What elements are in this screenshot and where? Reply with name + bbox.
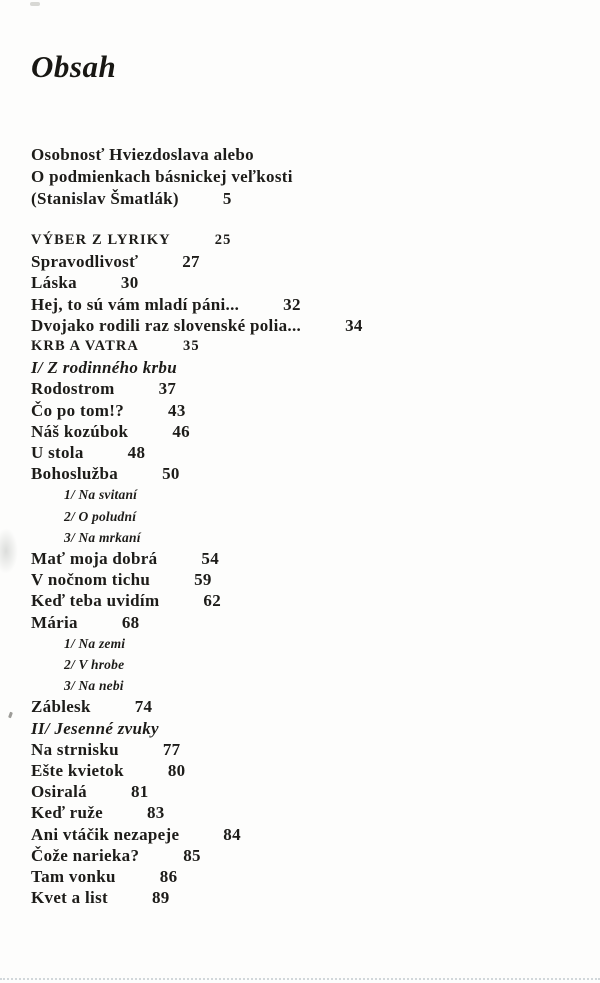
toc-entry-page: 25 <box>214 232 232 248</box>
toc-entry <box>31 548 590 569</box>
toc-entry-title: 2/ V hrobe <box>64 657 125 673</box>
toc-entry <box>31 230 590 251</box>
toc-entry-title: II/ Jesenné zvuky <box>31 718 159 738</box>
toc-entry-page: 81 <box>130 782 149 802</box>
toc-entry <box>31 442 590 463</box>
toc-entry <box>31 696 590 717</box>
toc-entry-title: O podmienkach básnickej veľkosti <box>31 167 293 186</box>
toc-entry <box>31 463 590 484</box>
toc-entry-page: 46 <box>172 421 190 441</box>
toc-entry <box>31 675 590 696</box>
toc-entry-title: Tam vonku <box>31 867 116 887</box>
toc-entry <box>31 188 590 210</box>
toc-entry-page: 84 <box>223 824 241 844</box>
toc-entry-title: 3/ Na mrkaní <box>64 529 141 545</box>
toc-entry-title: Dvojako rodili raz slovenské polia... <box>31 315 302 335</box>
toc-entry <box>31 739 590 760</box>
toc-entry <box>31 400 590 421</box>
toc-entry-title: Mať moja dobrá <box>31 549 158 569</box>
toc-entry-title: V nočnom tichu <box>31 570 151 590</box>
toc-entry-title: 1/ Na svitaní <box>64 487 138 503</box>
toc-entry-page: 74 <box>134 697 153 717</box>
page-title: Obsah <box>31 49 117 84</box>
scan-smudge <box>0 528 18 574</box>
toc-entry <box>31 654 590 675</box>
toc-entry-title: U stola <box>31 443 84 463</box>
toc-entry <box>31 590 590 611</box>
toc-entry <box>31 378 590 399</box>
toc-entry-page: 30 <box>120 273 139 293</box>
toc-entry-page: 83 <box>146 803 165 823</box>
toc-entry-title: Osobnosť Hviezdoslava alebo <box>31 145 254 164</box>
toc-entry-title: Náš kozúbok <box>31 421 129 441</box>
toc-entry <box>31 781 590 802</box>
toc-entry <box>31 272 590 293</box>
toc-entry-title: Rodostrom <box>31 379 115 399</box>
toc-entry-page: 32 <box>283 294 301 314</box>
toc-entry-title: Ani vtáčik nezapeje <box>31 824 180 844</box>
toc-entry-page: 34 <box>345 315 363 335</box>
toc-entry-page: 85 <box>183 845 201 865</box>
toc-entry-page: 54 <box>201 549 219 569</box>
toc-entry <box>31 866 590 887</box>
toc-entry-title: Keď ruže <box>31 803 103 823</box>
toc-entry-page: 5 <box>222 189 232 208</box>
toc-entry <box>31 357 590 378</box>
toc-list <box>31 144 590 909</box>
toc-entry <box>31 718 590 739</box>
toc-entry <box>31 527 590 548</box>
toc-entry-title: 3/ Na nebi <box>64 678 124 694</box>
toc-entry <box>31 760 590 781</box>
scan-speck-left <box>8 712 13 719</box>
toc-entry <box>31 336 590 357</box>
toc-entry-title: I/ Z rodinného krbu <box>31 358 177 378</box>
toc-entry-page: 27 <box>182 252 200 272</box>
page-content <box>31 50 590 909</box>
toc-entry <box>31 633 590 654</box>
toc-entry <box>31 421 590 442</box>
toc-entry <box>31 887 590 908</box>
toc-entry-title: Na strnisku <box>31 739 119 759</box>
toc-entry-page: 35 <box>183 338 200 355</box>
toc-entry-title: Mária <box>31 612 78 632</box>
toc-entry-page: 50 <box>162 464 180 484</box>
scan-perforation-edge <box>0 978 600 980</box>
toc-entry-title: Kvet a list <box>31 888 108 908</box>
toc-entry <box>31 166 590 188</box>
toc-entry-page: 43 <box>168 400 186 420</box>
toc-entry <box>31 612 590 633</box>
toc-entry <box>31 294 590 315</box>
toc-entry <box>31 569 590 590</box>
toc-entry-page: 89 <box>151 888 170 908</box>
toc-entry-title: VÝBER Z LYRIKY <box>31 232 171 248</box>
toc-entry-title: Osiralá <box>31 782 87 802</box>
toc-entry-title: Čože narieka? <box>31 845 140 865</box>
toc-entry-title: Ešte kvietok <box>31 761 124 781</box>
toc-entry-page: 48 <box>127 443 146 463</box>
toc-entry-title: Čo po tom!? <box>31 400 125 420</box>
toc-entry <box>31 506 590 527</box>
toc-entry-title: Záblesk <box>31 697 91 717</box>
toc-entry <box>31 802 590 823</box>
scan-speck-top <box>30 2 40 6</box>
toc-entry-title: Hej, to sú vám mladí páni... <box>31 294 240 314</box>
toc-entry-title: Láska <box>31 273 77 293</box>
toc-entry <box>31 251 590 272</box>
toc-entry <box>31 484 590 505</box>
toc-entry-title: KRB A VATRA <box>31 338 139 355</box>
toc-entry-page: 86 <box>159 867 178 887</box>
toc-entry <box>31 315 590 336</box>
toc-entry <box>31 845 590 866</box>
toc-entry-page: 77 <box>162 739 181 759</box>
toc-entry-title: 1/ Na zemi <box>64 635 126 651</box>
toc-entry <box>31 144 590 166</box>
toc-entry-page: 59 <box>194 570 212 590</box>
toc-entry-title: 2/ O poludní <box>64 508 137 524</box>
toc-entry-page: 62 <box>203 591 222 611</box>
toc-entry-page: 68 <box>121 612 140 632</box>
toc-entry-title: Bohoslužba <box>31 464 119 484</box>
toc-entry <box>31 824 590 845</box>
toc-entry-title: Keď teba uvidím <box>31 591 160 611</box>
toc-entry-title: (Stanislav Šmatlák) <box>31 189 179 208</box>
toc-entry-page: 37 <box>158 379 177 399</box>
toc-entry-page: 80 <box>167 761 186 781</box>
toc-entry-title: Spravodlivosť <box>31 252 139 272</box>
